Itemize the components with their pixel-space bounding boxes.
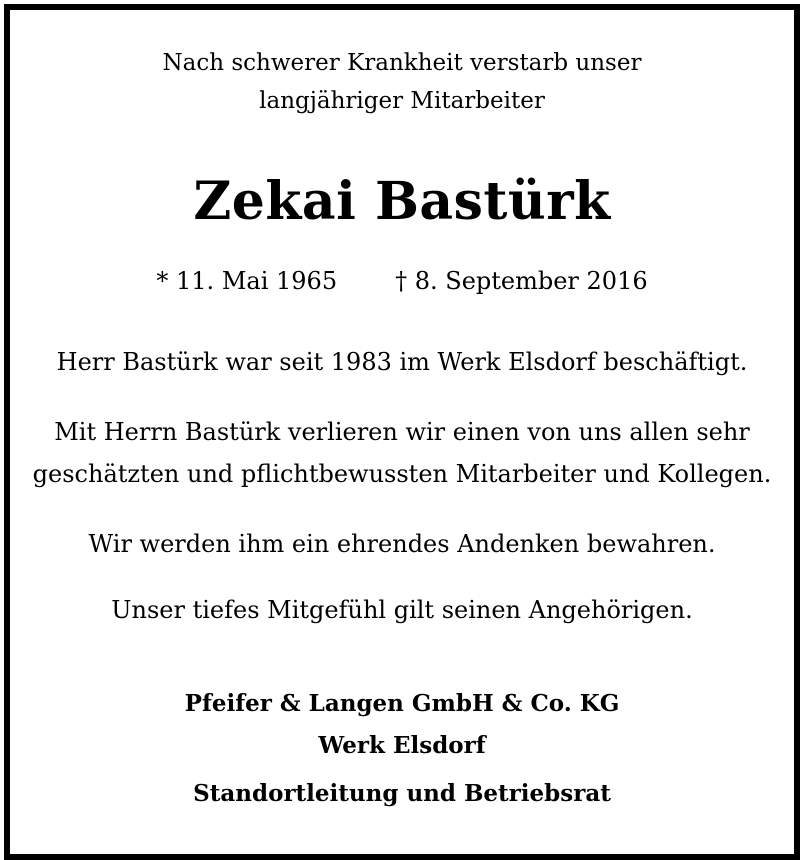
paragraph-employment: Herr Bastürk war seit 1983 im Werk Elsdorf beschäftigt. [56,348,748,376]
birth-date: * 11. Mai 1965 [156,267,338,295]
signoff-representatives: Standortleitung und Betriebsrat [193,780,611,807]
paragraph-remembrance: Wir werden ihm ein ehrendes Andenken bewahren. [88,530,716,558]
intro-line-2: langjähriger Mitarbeiter [259,88,545,114]
paragraph-condolence: Unser tiefes Mitgefühl gilt seinen Angehörigen. [111,596,693,624]
life-dates [10,269,794,293]
death-date: † 8. September 2016 [395,267,648,295]
signoff-site: Werk Elsdorf [318,732,486,759]
paragraph-loss-line-2: geschätzten und pflichtbewussten Mitarbeiter und Kollegen. [32,460,772,488]
signoff-company: Pfeifer & Langen GmbH & Co. KG [184,690,620,717]
intro-line-1: Nach schwerer Krankheit verstarb unser [162,50,642,76]
paragraph-loss-line-1: Mit Herrn Bastürk verlieren wir einen von uns allen sehr [54,418,750,446]
obituary-notice-frame [4,4,800,860]
deceased-name: Zekai Bastürk [193,171,611,232]
